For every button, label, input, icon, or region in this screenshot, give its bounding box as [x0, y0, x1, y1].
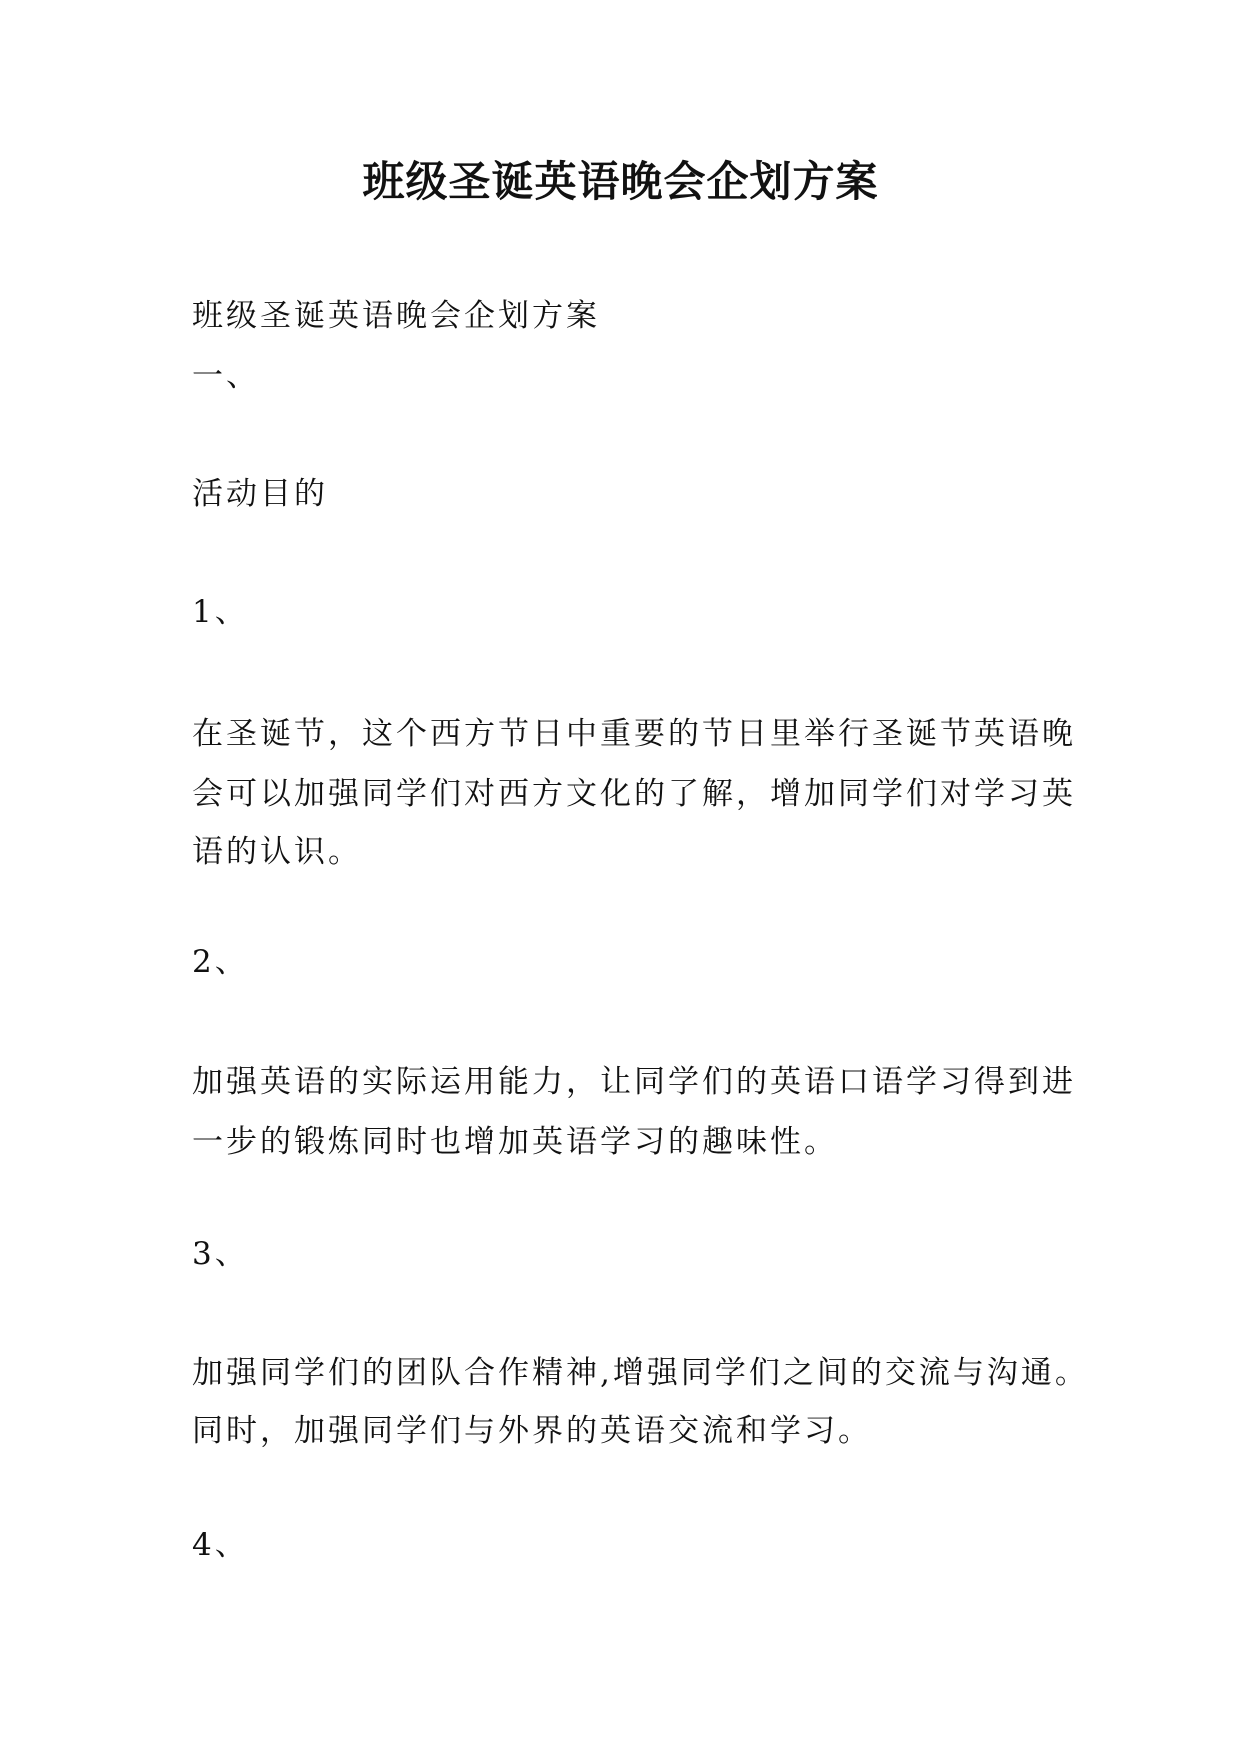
section-heading-purpose: 活动目的	[192, 476, 328, 512]
item-number-2: 2、	[192, 944, 249, 980]
page-title: 班级圣诞英语晚会企划方案	[362, 157, 879, 206]
item-1-line-1: 在圣诞节，这个西方节日中重要的节日里举行圣诞节英语晚	[192, 716, 1076, 752]
item-3-line-2: 同时，加强同学们与外界的英语交流和学习。	[192, 1413, 872, 1449]
item-number-4: 4、	[192, 1527, 249, 1563]
item-number-1: 1、	[192, 594, 249, 630]
item-1-line-2: 会可以加强同学们对西方文化的了解，增加同学们对学习英	[192, 776, 1076, 812]
item-2-line-1: 加强英语的实际运用能力，让同学们的英语口语学习得到进	[192, 1064, 1076, 1100]
section-number-one: 一、	[192, 358, 260, 394]
item-1-line-3: 语的认识。	[192, 834, 362, 870]
item-3-line-1: 加强同学们的团队合作精神,增强同学们之间的交流与沟通。	[192, 1355, 1089, 1391]
item-2-line-2: 一步的锻炼同时也增加英语学习的趣味性。	[192, 1124, 838, 1160]
item-number-3: 3、	[192, 1236, 249, 1272]
subtitle: 班级圣诞英语晚会企划方案	[192, 298, 600, 334]
